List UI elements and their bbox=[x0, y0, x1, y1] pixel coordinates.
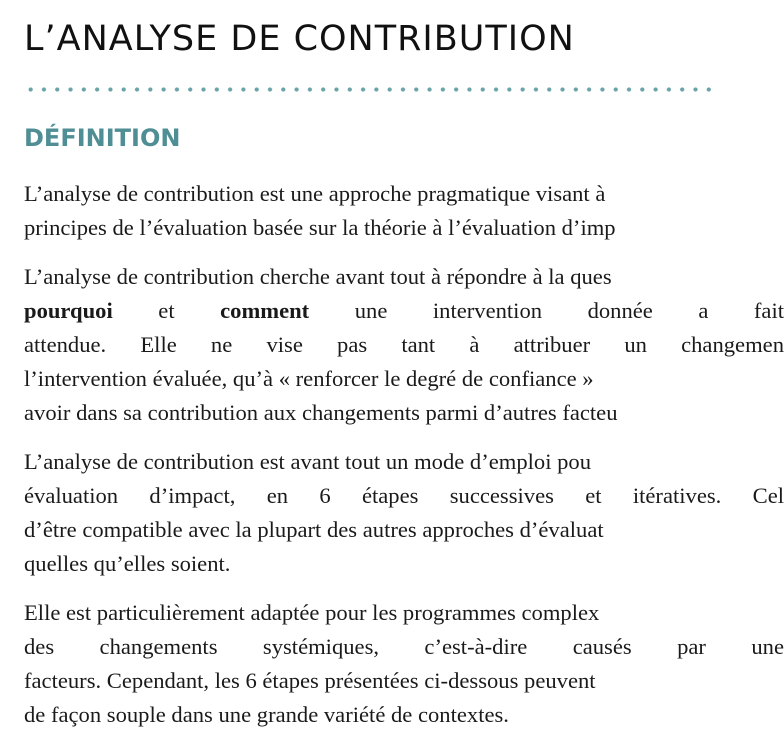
text-line: attendue. Elle ne vise pas tant à attribuer un changemen bbox=[24, 332, 784, 357]
text-line: d’être compatible avec la plupart des autres approches d’évaluat bbox=[24, 517, 604, 542]
text-line: de façon souple dans une grande variété de contextes. bbox=[24, 702, 509, 727]
text-line: l’intervention évaluée, qu’à « renforcer le degré de confiance » bbox=[24, 366, 594, 391]
dotted-divider bbox=[24, 87, 716, 92]
body-text bbox=[24, 177, 784, 747]
text-fragment: et bbox=[112, 298, 221, 323]
text-line: Elle est particulièrement adaptée pour les programmes complex bbox=[24, 600, 600, 625]
bold-word-pourquoi: pourquoi bbox=[24, 298, 113, 323]
text-line: quelles qu’elles soient. bbox=[24, 551, 231, 576]
paragraph-3 bbox=[24, 445, 784, 581]
text-fragment: une intervention donnée a fait bbox=[309, 298, 784, 323]
text-line bbox=[24, 294, 784, 328]
paragraph-4 bbox=[24, 596, 784, 732]
page-title: L’ANALYSE DE CONTRIBUTION bbox=[24, 19, 575, 59]
text-line: principes de l’évaluation basée sur la théorie à l’évaluation d’imp bbox=[24, 215, 616, 240]
text-line: L’analyse de contribution est une approche pragmatique visant à bbox=[24, 181, 606, 206]
section-heading: DÉFINITION bbox=[24, 124, 181, 152]
paragraph-2 bbox=[24, 260, 784, 430]
bold-word-comment: comment bbox=[220, 298, 310, 323]
paragraph-1 bbox=[24, 177, 784, 245]
text-line: des changements systémiques, c’est-à-dire causés par une bbox=[24, 634, 784, 659]
text-line: L’analyse de contribution est avant tout un mode d’emploi pou bbox=[24, 449, 592, 474]
text-line: évaluation d’impact, en 6 étapes successives et itératives. Cel bbox=[24, 483, 784, 508]
text-line: facteurs. Cependant, les 6 étapes présentées ci-dessous peuvent bbox=[24, 668, 596, 693]
text-line: avoir dans sa contribution aux changements parmi d’autres facteu bbox=[24, 400, 618, 425]
text-line: L’analyse de contribution cherche avant tout à répondre à la ques bbox=[24, 264, 612, 289]
